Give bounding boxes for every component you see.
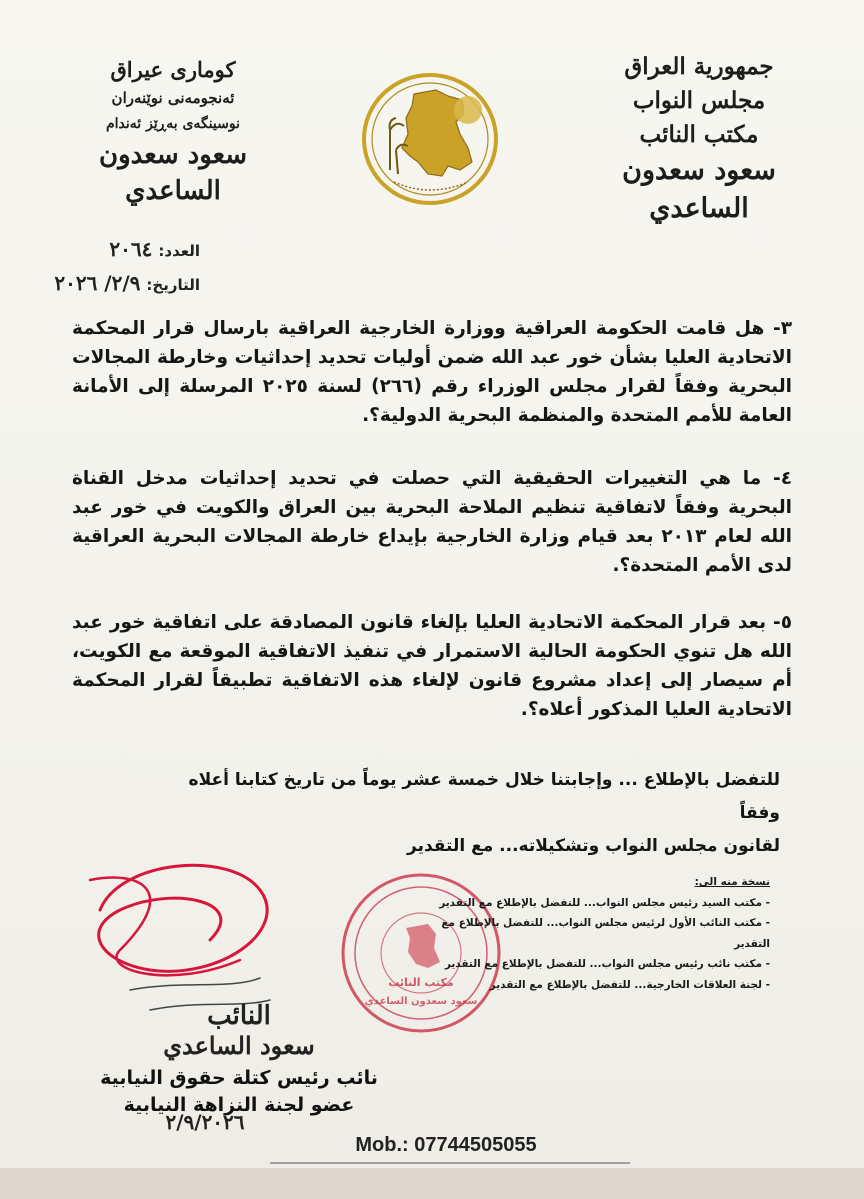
signer-role-1: نائب رئيس كتلة حقوق النيابية [100, 1067, 378, 1089]
letterhead-kurdish-office: نوسینگەی بەڕێز ئەندام [105, 116, 241, 132]
letterhead-council: مجلس النواب [632, 87, 766, 114]
copy-item: - مكتب السيد رئيس مجلس النواب... للتفضل بالإطلاع مع التقدير [439, 896, 770, 909]
letter-number-value: ٢٠٦٤ [109, 237, 153, 261]
question-5: ٥- بعد قرار المحكمة الاتحادية العليا بإلغاء قانون المصادقة على اتفاقية خور عبد الله هل تنوي الحكومة الحالية الاستمرار في تنفيذ الاتفاقية الموقعة مع الكويت، أم سيصار إلى إعداد مشروع قانون لإلغاء هذه الاتفاقية تطبيقاً لقرار المحكمة الاتحادية العليا المذكور أعلاه؟. [72, 612, 792, 720]
letterhead-kurdish-council: ئەنجومەنی نوێنەران [111, 89, 235, 107]
letterhead-kurdish-country: كوماری عیراق [110, 57, 236, 82]
letterhead-name: سعود سعدون الساعدي [622, 155, 776, 224]
letterhead-office: مكتب النائب [639, 121, 759, 148]
letter-number-row [40, 232, 200, 266]
closing-line-1: للتفضل بالإطلاع ... وإجابتنا خلال خمسة عشر يوماً من تاريخ كتابنا أعلاه وفقاً [188, 770, 780, 823]
letterhead-kurdish [48, 55, 298, 209]
question-4: ٤- ما هي التغييرات الحقيقية التي حصلت في تحديد إحداثيات مدخل القناة البحرية وفقاً لاتفاقية تنظيم الملاحة البحرية بين العراق والكويت في خور عبد الله لعام ٢٠١٣ بعد قيام وزارة الخارجية بإيداع خارطة المجالات البحرية العراقية لدى الأمم المتحدة؟. [72, 468, 792, 576]
copy-item: - لجنة العلاقات الخارجية... للتفضل بالإطلاع مع التقدير [489, 978, 770, 991]
iraq-map-emblem-icon [356, 70, 504, 208]
stamp-name-text: سعود سعدون الساعدي [364, 996, 478, 1007]
signer-name: سعود الساعدي [163, 1031, 315, 1060]
mobile-number: Mob.: 07744505055 [355, 1134, 537, 1156]
letterhead-country: جمهورية العراق [624, 53, 774, 80]
closing-line-2: لقانون مجلس النواب وتشكيلاته... مع التقدير [407, 836, 780, 856]
letter-date-row [40, 266, 200, 300]
footer-divider [270, 1162, 630, 1164]
question-3: ٣- هل قامت الحكومة العراقية ووزارة الخارجية العراقية بارسال قرار المحكمة الاتحادية العليا بشأن خور عبد الله ضمن أوليات تحديد إحداثيات وخارطة المجالات البحرية وفقاً لقرار مجلس الوزراء رقم (٢٦٦) لسنة ٢٠٢٥ المرسلة إلى الأمانة العامة للأمم المتحدة والمنظمة البحرية الدولية؟. [72, 318, 792, 426]
page-bottom-edge [0, 1168, 864, 1199]
letter-body [72, 314, 792, 758]
copies-list [418, 872, 770, 995]
stamp-office-text: مكتب النائب [388, 976, 454, 989]
signature-date: ٢/٩/٢٠٢٦ [165, 1110, 245, 1134]
letter-date-label: التاريخ: [146, 276, 200, 294]
copies-title: نسخة منه الى: [694, 876, 770, 888]
signer-role-2: عضو لجنة النزاهة النيابية [123, 1094, 355, 1116]
letterhead-kurdish-name: سعود سعدون الساعدي [98, 140, 247, 206]
letter-number-label: العدد: [158, 242, 200, 260]
letter-date-value: ٢/٩/ ٢٠٢٦ [54, 271, 141, 295]
letter-meta [40, 232, 200, 300]
copy-item: - مكتب نائب رئيس مجلس النواب... للتفضل بالإطلاع مع التقدير [444, 958, 770, 970]
letterhead-arabic [574, 50, 824, 228]
signature-block [54, 1000, 424, 1118]
copy-item: - مكتب النائب الأول لرئيس مجلس النواب... للتفضل بالإطلاع مع التقدير [441, 917, 770, 950]
signer-title: النائب [207, 1001, 271, 1031]
